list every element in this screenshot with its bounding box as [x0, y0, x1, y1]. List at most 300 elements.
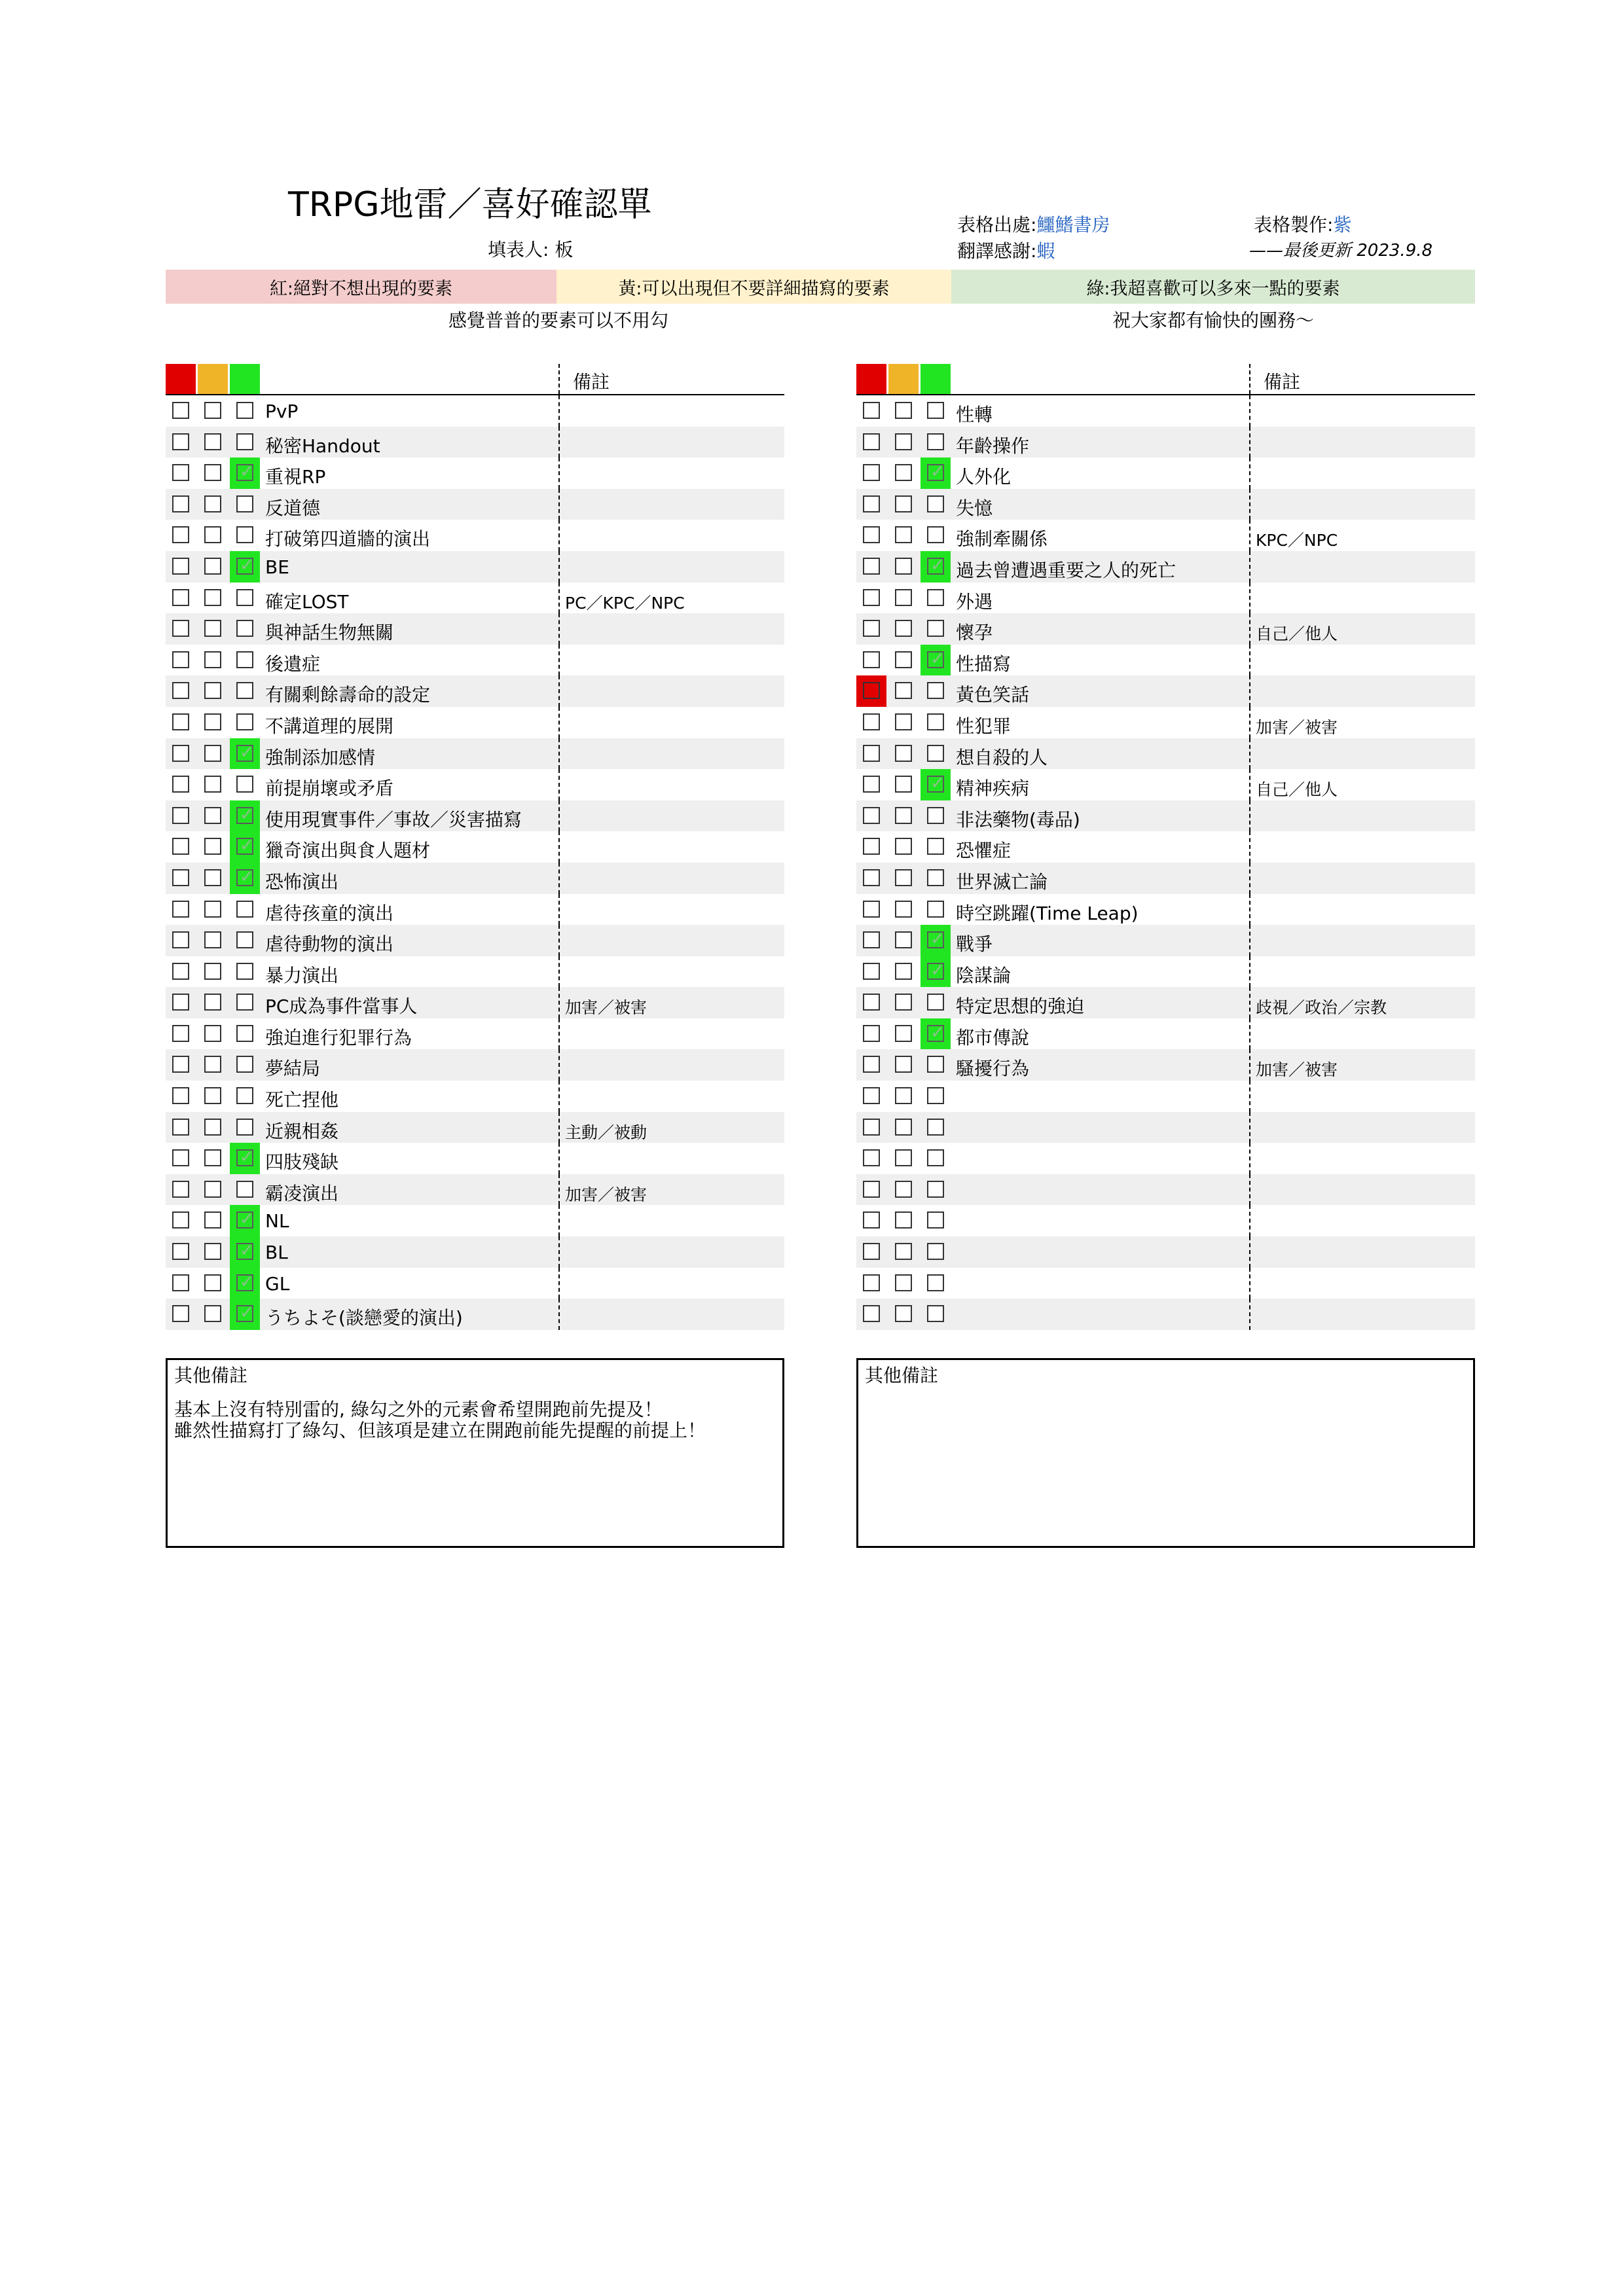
yellow-checkbox[interactable]: [204, 1056, 221, 1073]
red-checkbox[interactable]: [172, 1119, 189, 1136]
checklist-row: [856, 613, 1475, 645]
red-checkbox[interactable]: [172, 526, 189, 543]
yellow-checkbox[interactable]: [895, 1274, 912, 1291]
red-checkbox[interactable]: [863, 838, 880, 855]
green-checkbox[interactable]: [927, 651, 944, 668]
green-checkbox[interactable]: [236, 1119, 253, 1136]
remarks-divider: [558, 894, 560, 925]
remarks-divider: [558, 738, 560, 770]
red-checkbox[interactable]: [863, 713, 880, 730]
red-checkbox[interactable]: [863, 495, 880, 512]
green-checkbox[interactable]: [927, 713, 944, 730]
header-divider: [1249, 364, 1250, 394]
green-checkbox[interactable]: [927, 869, 944, 886]
red-checkbox[interactable]: [863, 1025, 880, 1042]
remarks-divider: [1249, 925, 1250, 956]
green-checkbox[interactable]: [927, 1305, 944, 1322]
page-title: TRPG地雷／喜好確認單: [288, 185, 652, 224]
yellow-checkbox[interactable]: [204, 682, 221, 699]
green-checkbox[interactable]: [236, 776, 253, 793]
remarks-divider: [558, 707, 560, 738]
green-checkbox[interactable]: [927, 1119, 944, 1136]
yellow-checkbox[interactable]: [204, 776, 221, 793]
red-checkbox[interactable]: [172, 1305, 189, 1322]
red-checkbox[interactable]: [172, 558, 189, 575]
remarks-divider: [1249, 769, 1250, 800]
yellow-checkbox[interactable]: [895, 838, 912, 855]
checklist-rows: [166, 395, 784, 1330]
green-checkbox[interactable]: [236, 620, 253, 637]
checklist-row: [166, 520, 784, 551]
checklist-row: [856, 520, 1475, 551]
yellow-checkbox[interactable]: [204, 838, 221, 855]
green-checkbox[interactable]: [236, 495, 253, 512]
remarks-divider: [1249, 551, 1250, 583]
checklist-row: [856, 831, 1475, 863]
checklist-row: [166, 1299, 784, 1330]
red-checkbox[interactable]: [172, 1149, 189, 1166]
red-checkbox[interactable]: [863, 1305, 880, 1322]
yellow-checkbox[interactable]: [204, 1149, 221, 1166]
yellow-checkbox[interactable]: [895, 1087, 912, 1104]
green-checkbox[interactable]: [927, 776, 944, 793]
red-checkbox[interactable]: [172, 1087, 189, 1104]
green-checkbox[interactable]: [236, 1181, 253, 1198]
yellow-checkbox[interactable]: [895, 433, 912, 450]
remarks-header: 備註: [1264, 371, 1301, 393]
green-checkbox[interactable]: [236, 402, 253, 419]
green-checkbox[interactable]: [236, 682, 253, 699]
red-checkbox[interactable]: [172, 1181, 189, 1198]
red-checkbox[interactable]: [863, 682, 880, 699]
checklist-row: [166, 1236, 784, 1268]
red-checkbox[interactable]: [172, 433, 189, 450]
remarks-header: 備註: [573, 371, 610, 393]
checklist-right: [856, 364, 1475, 1330]
checklist-row: [166, 800, 784, 832]
thanks-credit: [957, 237, 1055, 263]
yellow-checkbox[interactable]: [895, 1211, 912, 1229]
remarks-divider: [558, 800, 560, 832]
yellow-checkbox[interactable]: [895, 651, 912, 668]
yellow-checkbox[interactable]: [204, 994, 221, 1011]
red-checkbox[interactable]: [863, 1181, 880, 1198]
red-checkbox[interactable]: [863, 651, 880, 668]
red-checkbox[interactable]: [172, 1025, 189, 1042]
checklist-row: [166, 489, 784, 520]
remarks-divider: [558, 1081, 560, 1112]
yellow-checkbox[interactable]: [204, 433, 221, 450]
green-checkbox[interactable]: [236, 1056, 253, 1073]
item-remark: KPC／NPC: [1256, 531, 1338, 550]
item-label: 強制添加感情: [265, 746, 376, 768]
yellow-checkbox[interactable]: [204, 1119, 221, 1136]
green-checkbox[interactable]: [236, 433, 253, 450]
yellow-checkbox[interactable]: [895, 1305, 912, 1322]
yellow-checkbox[interactable]: [895, 1056, 912, 1073]
red-checkbox[interactable]: [172, 402, 189, 419]
checklist-row: [166, 583, 784, 614]
red-checkbox[interactable]: [863, 402, 880, 419]
checklist-row: [856, 675, 1475, 707]
item-label: 陰謀論: [956, 964, 1012, 986]
green-checkbox[interactable]: [236, 464, 253, 481]
yellow-checkbox[interactable]: [204, 869, 221, 886]
red-checkbox[interactable]: [863, 526, 880, 543]
green-checkbox[interactable]: [927, 495, 944, 512]
checklist-row: [166, 1018, 784, 1050]
red-checkbox[interactable]: [172, 1211, 189, 1229]
green-checkbox[interactable]: [236, 994, 253, 1011]
red-checkbox[interactable]: [863, 1274, 880, 1291]
remarks-divider: [1249, 1049, 1250, 1081]
filler-name: 填表人: 板: [488, 239, 574, 260]
yellow-checkbox[interactable]: [895, 620, 912, 637]
red-checkbox[interactable]: [172, 994, 189, 1011]
other-notes-right[interactable]: [856, 1358, 1475, 1548]
red-column-swatch: [166, 364, 196, 394]
green-checkbox[interactable]: [236, 901, 253, 918]
yellow-checkbox[interactable]: [204, 963, 221, 980]
red-checkbox[interactable]: [863, 1149, 880, 1166]
yellow-checkbox[interactable]: [204, 1087, 221, 1104]
remarks-divider: [558, 583, 560, 614]
checklist-row: [856, 1174, 1475, 1206]
item-remark: 自己／他人: [1256, 624, 1338, 644]
red-checkbox[interactable]: [863, 994, 880, 1011]
green-checkbox[interactable]: [236, 1087, 253, 1104]
item-label: 都市傳說: [956, 1026, 1030, 1049]
remarks-divider: [558, 1299, 560, 1330]
yellow-checkbox[interactable]: [895, 807, 912, 824]
green-checkbox[interactable]: [236, 807, 253, 824]
yellow-checkbox[interactable]: [204, 558, 221, 575]
red-checkbox[interactable]: [863, 433, 880, 450]
red-checkbox[interactable]: [863, 464, 880, 481]
green-checkbox[interactable]: [236, 1211, 253, 1229]
red-checkbox[interactable]: [863, 776, 880, 793]
yellow-checkbox[interactable]: [204, 713, 221, 730]
legend-red: 紅:絕對不想出現的要素: [166, 270, 556, 304]
green-checkbox[interactable]: [927, 433, 944, 450]
checklist-row: [166, 427, 784, 458]
checklist-row: [856, 489, 1475, 520]
green-checkbox[interactable]: [927, 402, 944, 419]
green-checkbox[interactable]: [927, 682, 944, 699]
item-label: 強制牽關係: [956, 528, 1048, 550]
item-label: 反道德: [265, 497, 321, 519]
remarks-divider: [1249, 1143, 1250, 1174]
red-checkbox[interactable]: [863, 620, 880, 637]
other-notes-text: 基本上沒有特別雷的, 綠勾之外的元素會希望開跑前先提及！ 雖然性描寫打了綠勾、但該項是建立在開跑前能先提醒的前提上！: [174, 1399, 706, 1441]
yellow-checkbox[interactable]: [204, 1243, 221, 1260]
yellow-checkbox[interactable]: [204, 495, 221, 512]
red-checkbox[interactable]: [863, 745, 880, 762]
green-checkbox[interactable]: [236, 589, 253, 606]
green-checkbox[interactable]: [236, 1243, 253, 1260]
red-checkbox[interactable]: [172, 1274, 189, 1291]
green-checkbox[interactable]: [927, 1211, 944, 1229]
other-notes-heading: 其他備註: [174, 1365, 248, 1386]
red-checkbox[interactable]: [172, 807, 189, 824]
red-checkbox[interactable]: [172, 963, 189, 980]
checklist-row: [856, 1018, 1475, 1050]
yellow-checkbox[interactable]: [895, 1243, 912, 1260]
remarks-divider: [558, 675, 560, 707]
item-label: 打破第四道牆的演出: [265, 528, 431, 550]
remarks-divider: [558, 427, 560, 458]
item-label: 過去曾遭遇重要之人的死亡: [956, 559, 1176, 581]
checklist-row: [856, 1205, 1475, 1236]
red-checkbox[interactable]: [863, 1056, 880, 1073]
yellow-checkbox[interactable]: [204, 620, 221, 637]
remarks-divider: [1249, 1299, 1250, 1330]
remarks-divider: [1249, 427, 1250, 458]
green-checkbox[interactable]: [927, 931, 944, 948]
remarks-divider: [1249, 613, 1250, 645]
checklist-row: [856, 800, 1475, 832]
green-checkbox[interactable]: [236, 1025, 253, 1042]
thanks-link[interactable]: 蝦: [1036, 240, 1055, 262]
item-label: 有關剩餘壽命的設定: [265, 684, 431, 706]
checklist-row: [166, 1081, 784, 1112]
yellow-checkbox[interactable]: [204, 745, 221, 762]
item-label: 時空跳躍(Time Leap): [956, 902, 1139, 924]
item-label: 恐懼症: [956, 840, 1012, 862]
remarks-divider: [558, 956, 560, 988]
yellow-column-swatch: [198, 364, 228, 394]
yellow-checkbox[interactable]: [895, 931, 912, 948]
item-remark: 加害／被害: [1256, 1060, 1338, 1080]
remarks-divider: [1249, 738, 1250, 770]
red-checkbox[interactable]: [172, 651, 189, 668]
item-label: 世界滅亡論: [956, 870, 1048, 893]
checklist-row: [856, 894, 1475, 925]
note-right: 祝大家都有愉快的團務～: [1112, 310, 1314, 331]
checklist-row: [856, 769, 1475, 800]
yellow-checkbox[interactable]: [895, 745, 912, 762]
yellow-checkbox[interactable]: [204, 402, 221, 419]
red-checkbox[interactable]: [172, 931, 189, 948]
green-checkbox[interactable]: [236, 558, 253, 575]
item-label: 死亡捏他: [265, 1089, 339, 1111]
green-checkbox[interactable]: [927, 464, 944, 481]
remarks-divider: [1249, 1236, 1250, 1268]
checklist-row: [166, 395, 784, 427]
red-checkbox[interactable]: [863, 1211, 880, 1229]
remarks-divider: [1249, 956, 1250, 988]
green-checkbox[interactable]: [236, 931, 253, 948]
item-label: BL: [265, 1242, 288, 1264]
yellow-checkbox[interactable]: [895, 589, 912, 606]
green-checkbox[interactable]: [236, 838, 253, 855]
green-checkbox[interactable]: [927, 526, 944, 543]
yellow-checkbox[interactable]: [895, 869, 912, 886]
green-checkbox[interactable]: [927, 1149, 944, 1166]
remarks-divider: [558, 489, 560, 520]
red-checkbox[interactable]: [863, 963, 880, 980]
green-checkbox[interactable]: [927, 1056, 944, 1073]
item-label: 使用現實事件／事故／災害描寫: [265, 808, 522, 831]
remarks-divider: [1249, 707, 1250, 738]
checklist-row: [166, 707, 784, 738]
green-checkbox[interactable]: [927, 963, 944, 980]
green-checkbox[interactable]: [236, 869, 253, 886]
item-label: 前提崩壞或矛盾: [265, 778, 394, 800]
green-checkbox[interactable]: [236, 1305, 253, 1322]
red-checkbox[interactable]: [863, 869, 880, 886]
checklist-row: [856, 427, 1475, 458]
red-checkbox[interactable]: [172, 713, 189, 730]
yellow-checkbox[interactable]: [204, 1305, 221, 1322]
red-checkbox[interactable]: [172, 869, 189, 886]
green-checkbox[interactable]: [927, 558, 944, 575]
remarks-divider: [1249, 489, 1250, 520]
yellow-checkbox[interactable]: [204, 807, 221, 824]
yellow-checkbox[interactable]: [895, 558, 912, 575]
item-label: 黃色笑話: [956, 684, 1030, 706]
yellow-checkbox[interactable]: [895, 776, 912, 793]
remarks-divider: [558, 645, 560, 676]
green-checkbox[interactable]: [236, 963, 253, 980]
yellow-checkbox[interactable]: [895, 1149, 912, 1166]
yellow-checkbox[interactable]: [204, 901, 221, 918]
yellow-checkbox[interactable]: [895, 963, 912, 980]
red-checkbox[interactable]: [172, 682, 189, 699]
red-checkbox[interactable]: [863, 807, 880, 824]
yellow-checkbox[interactable]: [204, 526, 221, 543]
header-divider: [558, 364, 560, 394]
maker-link[interactable]: 紫: [1333, 214, 1352, 236]
yellow-checkbox[interactable]: [895, 402, 912, 419]
yellow-checkbox[interactable]: [895, 495, 912, 512]
green-checkbox[interactable]: [927, 589, 944, 606]
remarks-divider: [558, 1049, 560, 1081]
red-checkbox[interactable]: [172, 838, 189, 855]
red-checkbox[interactable]: [863, 901, 880, 918]
item-label: 非法藥物(毒品): [956, 808, 1080, 831]
yellow-checkbox[interactable]: [895, 994, 912, 1011]
red-checkbox[interactable]: [172, 589, 189, 606]
remarks-divider: [558, 863, 560, 894]
red-checkbox[interactable]: [172, 495, 189, 512]
red-checkbox[interactable]: [172, 901, 189, 918]
yellow-checkbox[interactable]: [204, 1181, 221, 1198]
maker-label: 表格製作:: [1254, 214, 1334, 236]
red-checkbox[interactable]: [863, 558, 880, 575]
item-label: 戰爭: [956, 933, 993, 956]
green-checkbox[interactable]: [927, 745, 944, 762]
red-checkbox[interactable]: [863, 1119, 880, 1136]
item-label: 四肢殘缺: [265, 1151, 339, 1174]
yellow-checkbox[interactable]: [895, 1025, 912, 1042]
remarks-divider: [1249, 457, 1250, 489]
thanks-label: 翻譯感謝:: [957, 240, 1037, 262]
red-checkbox[interactable]: [172, 1243, 189, 1260]
red-checkbox[interactable]: [863, 589, 880, 606]
red-checkbox[interactable]: [172, 776, 189, 793]
checklist-row: [856, 645, 1475, 676]
green-checkbox[interactable]: [927, 1025, 944, 1042]
green-checkbox[interactable]: [927, 1274, 944, 1291]
checklist-row: [856, 1299, 1475, 1330]
green-checkbox[interactable]: [236, 1149, 253, 1166]
source-link[interactable]: 鱷鰭書房: [1036, 214, 1110, 236]
green-checkbox[interactable]: [927, 901, 944, 918]
red-checkbox[interactable]: [172, 464, 189, 481]
green-checkbox[interactable]: [236, 713, 253, 730]
yellow-checkbox[interactable]: [895, 901, 912, 918]
remarks-divider: [558, 831, 560, 863]
checklist-row: [166, 987, 784, 1018]
item-remark: 主動／被動: [565, 1122, 647, 1142]
green-checkbox[interactable]: [236, 745, 253, 762]
green-checkbox[interactable]: [927, 838, 944, 855]
green-checkbox[interactable]: [927, 1087, 944, 1104]
red-checkbox[interactable]: [863, 1087, 880, 1104]
item-remark: 加害／被害: [1256, 717, 1338, 737]
yellow-checkbox[interactable]: [895, 713, 912, 730]
item-label: 想自殺的人: [956, 746, 1048, 768]
item-label: 外遇: [956, 590, 993, 613]
yellow-checkbox[interactable]: [204, 1025, 221, 1042]
item-label: 霸凌演出: [265, 1182, 339, 1204]
remarks-divider: [1249, 863, 1250, 894]
green-checkbox[interactable]: [927, 1181, 944, 1198]
green-checkbox[interactable]: [927, 807, 944, 824]
red-checkbox[interactable]: [863, 931, 880, 948]
item-remark: 自己／他人: [1256, 780, 1338, 800]
source-credit: [957, 211, 1110, 237]
yellow-checkbox[interactable]: [895, 464, 912, 481]
checklist-header: [856, 364, 1475, 395]
remarks-divider: [1249, 831, 1250, 863]
item-remark: 歧視／政治／宗教: [1256, 998, 1387, 1018]
green-checkbox[interactable]: [236, 651, 253, 668]
yellow-checkbox[interactable]: [204, 589, 221, 606]
yellow-checkbox[interactable]: [204, 464, 221, 481]
item-label: 夢結局: [265, 1058, 321, 1080]
red-checkbox[interactable]: [863, 1243, 880, 1260]
green-checkbox[interactable]: [927, 1243, 944, 1260]
yellow-checkbox[interactable]: [204, 651, 221, 668]
yellow-checkbox[interactable]: [895, 1181, 912, 1198]
remarks-divider: [558, 1143, 560, 1174]
red-checkbox[interactable]: [172, 620, 189, 637]
checklist-row: [856, 1143, 1475, 1174]
checklist-left: [166, 364, 784, 1330]
green-checkbox[interactable]: [236, 1274, 253, 1291]
yellow-checkbox[interactable]: [204, 1274, 221, 1291]
checklist-header: [166, 364, 784, 395]
green-checkbox[interactable]: [927, 620, 944, 637]
yellow-checkbox[interactable]: [895, 682, 912, 699]
remarks-divider: [1249, 395, 1250, 427]
green-checkbox[interactable]: [927, 994, 944, 1011]
remarks-divider: [558, 987, 560, 1018]
checklist-row: [856, 1049, 1475, 1081]
yellow-checkbox[interactable]: [204, 1211, 221, 1229]
red-checkbox[interactable]: [172, 1056, 189, 1073]
remarks-divider: [558, 520, 560, 551]
red-checkbox[interactable]: [172, 745, 189, 762]
yellow-checkbox[interactable]: [895, 1119, 912, 1136]
green-checkbox[interactable]: [236, 526, 253, 543]
yellow-checkbox[interactable]: [895, 526, 912, 543]
other-notes-left[interactable]: [166, 1358, 784, 1548]
item-label: 獵奇演出與食人題材: [265, 840, 431, 862]
yellow-checkbox[interactable]: [204, 931, 221, 948]
